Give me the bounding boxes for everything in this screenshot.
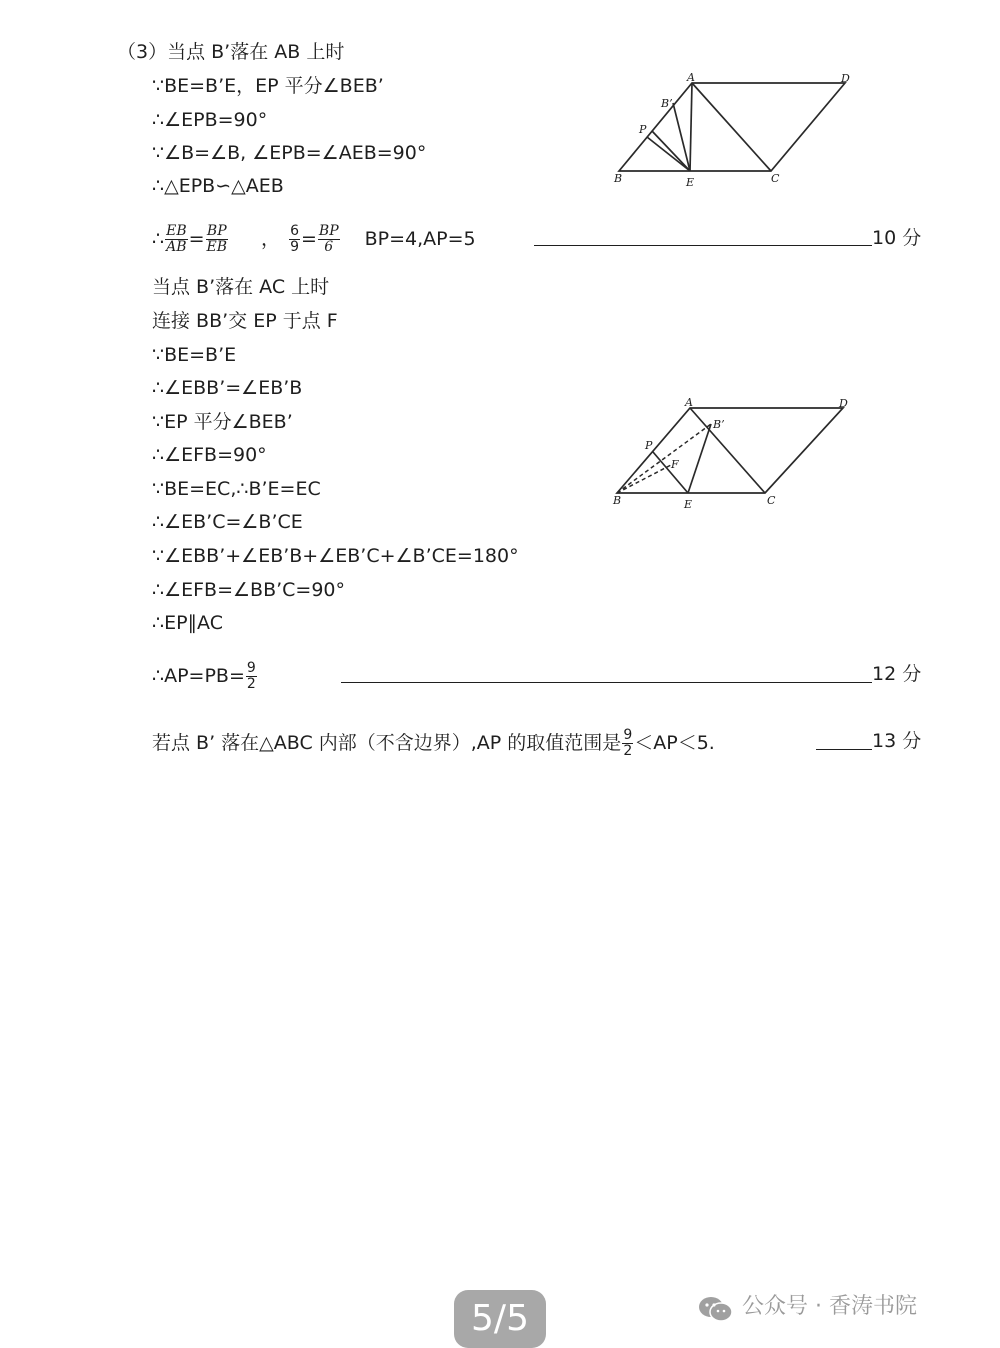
figure-parallelogram-b-on-ab: [605, 70, 865, 190]
label-D: D: [841, 72, 850, 85]
fraction-numerator: 9: [623, 727, 633, 743]
fraction-denominator: EB: [206, 239, 228, 255]
fraction-numerator: 6: [290, 223, 299, 239]
segment-bb1-dashed: [617, 424, 711, 493]
part2-line-7: ∵BE=EC,∴B’E=EC: [152, 478, 321, 500]
label-B: B: [614, 172, 623, 185]
part2-line-11: ∴EP∥AC: [152, 612, 223, 634]
part2-line-2: 连接 BB’交 EP 于点 F: [152, 310, 338, 332]
label-B1: B’: [661, 97, 673, 110]
part2-line-8: ∴∠EB’C=∠B’CE: [152, 511, 303, 533]
part1-line-2: ∴∠EPB=90°: [152, 109, 268, 131]
segment-ae: [690, 83, 692, 171]
fraction-denominator: 2: [246, 676, 256, 692]
part1-heading: （3）当点 B’落在 AB 上时: [117, 41, 345, 63]
answer-blank-line: [341, 682, 872, 683]
therefore-symbol: ∴: [152, 228, 165, 250]
part3-line: [152, 728, 715, 759]
fraction-denominator: 9: [290, 239, 299, 255]
equals-sign: =: [300, 228, 317, 250]
fraction-denominator: 6: [324, 239, 334, 255]
fraction-numerator: BP: [206, 223, 227, 239]
score-10: 10 分: [872, 227, 922, 249]
label-P: P: [645, 439, 653, 452]
part2-line-9: ∵∠EBB’+∠EB’B+∠EB’C+∠B’CE=180°: [152, 545, 519, 567]
part2-line-1: 当点 B’落在 AC 上时: [152, 276, 330, 298]
label-E: E: [686, 176, 695, 189]
part1-result: BP=4,AP=5: [364, 228, 476, 250]
label-C: C: [771, 172, 780, 185]
segment-ac: [690, 408, 765, 493]
part2-line-10: ∴∠EFB=∠BB’C=90°: [152, 579, 346, 601]
label-A: A: [685, 396, 693, 409]
fraction-numerator: 9: [246, 660, 256, 676]
fraction-numerator: BP: [318, 223, 339, 239]
page-indicator: 5/5: [454, 1290, 546, 1348]
fraction-bp-6: [318, 224, 340, 255]
segment-eb1: [688, 424, 711, 493]
label-B: B: [613, 494, 622, 507]
part3-suffix: ＜AP＜5.: [634, 732, 715, 754]
score-13: 13 分: [872, 730, 922, 752]
label-C: C: [767, 494, 776, 507]
part2-line-3: ∵BE=B’E: [152, 344, 237, 366]
part1-line-4: ∴△EPB∽△AEB: [152, 175, 284, 197]
label-B1: B’: [713, 418, 725, 431]
figure-parallelogram-b-on-ac: [605, 392, 865, 512]
answer-blank-line: [534, 245, 872, 246]
score-12: 12 分: [872, 663, 922, 685]
part3-prefix: 若点 B’ 落在△ABC 内部（不含边界）,AP 的取值范围是: [152, 732, 622, 754]
fraction-6-9: [289, 224, 300, 255]
part2-result-line: [152, 661, 258, 692]
part1-line-1: ∵BE=B’E，EP 平分∠BEB’: [152, 75, 384, 97]
segment-ac: [692, 83, 771, 171]
watermark-text: 公众号 · 香涛书院: [742, 1294, 917, 1319]
fraction-denominator: AB: [166, 239, 187, 255]
equals-sign: =: [188, 228, 205, 250]
label-E: E: [684, 498, 693, 511]
fraction-eb-ab: [165, 224, 188, 255]
fraction-denominator: 2: [623, 743, 633, 759]
fraction-bp-eb: [206, 224, 229, 255]
segment-eb1: [673, 103, 690, 171]
separator-comma: ，: [261, 228, 281, 250]
part2-line-6: ∴∠EFB=90°: [152, 444, 267, 466]
part2-line-4: ∴∠EBB’=∠EB’B: [152, 377, 303, 399]
part2-line-5: ∵EP 平分∠BEB’: [152, 411, 293, 433]
answer-blank-line: [816, 749, 872, 750]
wechat-icon: [698, 1296, 734, 1322]
fraction-9-2: [622, 728, 633, 759]
part1-ratio-line: [152, 224, 476, 255]
label-P: P: [639, 123, 647, 136]
fraction-9-2: [246, 661, 257, 692]
segment-pf-dashed: [617, 465, 671, 493]
fraction-numerator: EB: [166, 223, 187, 239]
part2-result-prefix: ∴AP=PB=: [152, 665, 245, 687]
label-A: A: [687, 71, 695, 84]
label-F: F: [671, 458, 679, 471]
label-D: D: [839, 397, 848, 410]
part1-line-3: ∵∠B=∠B, ∠EPB=∠AEB=90°: [152, 142, 427, 164]
